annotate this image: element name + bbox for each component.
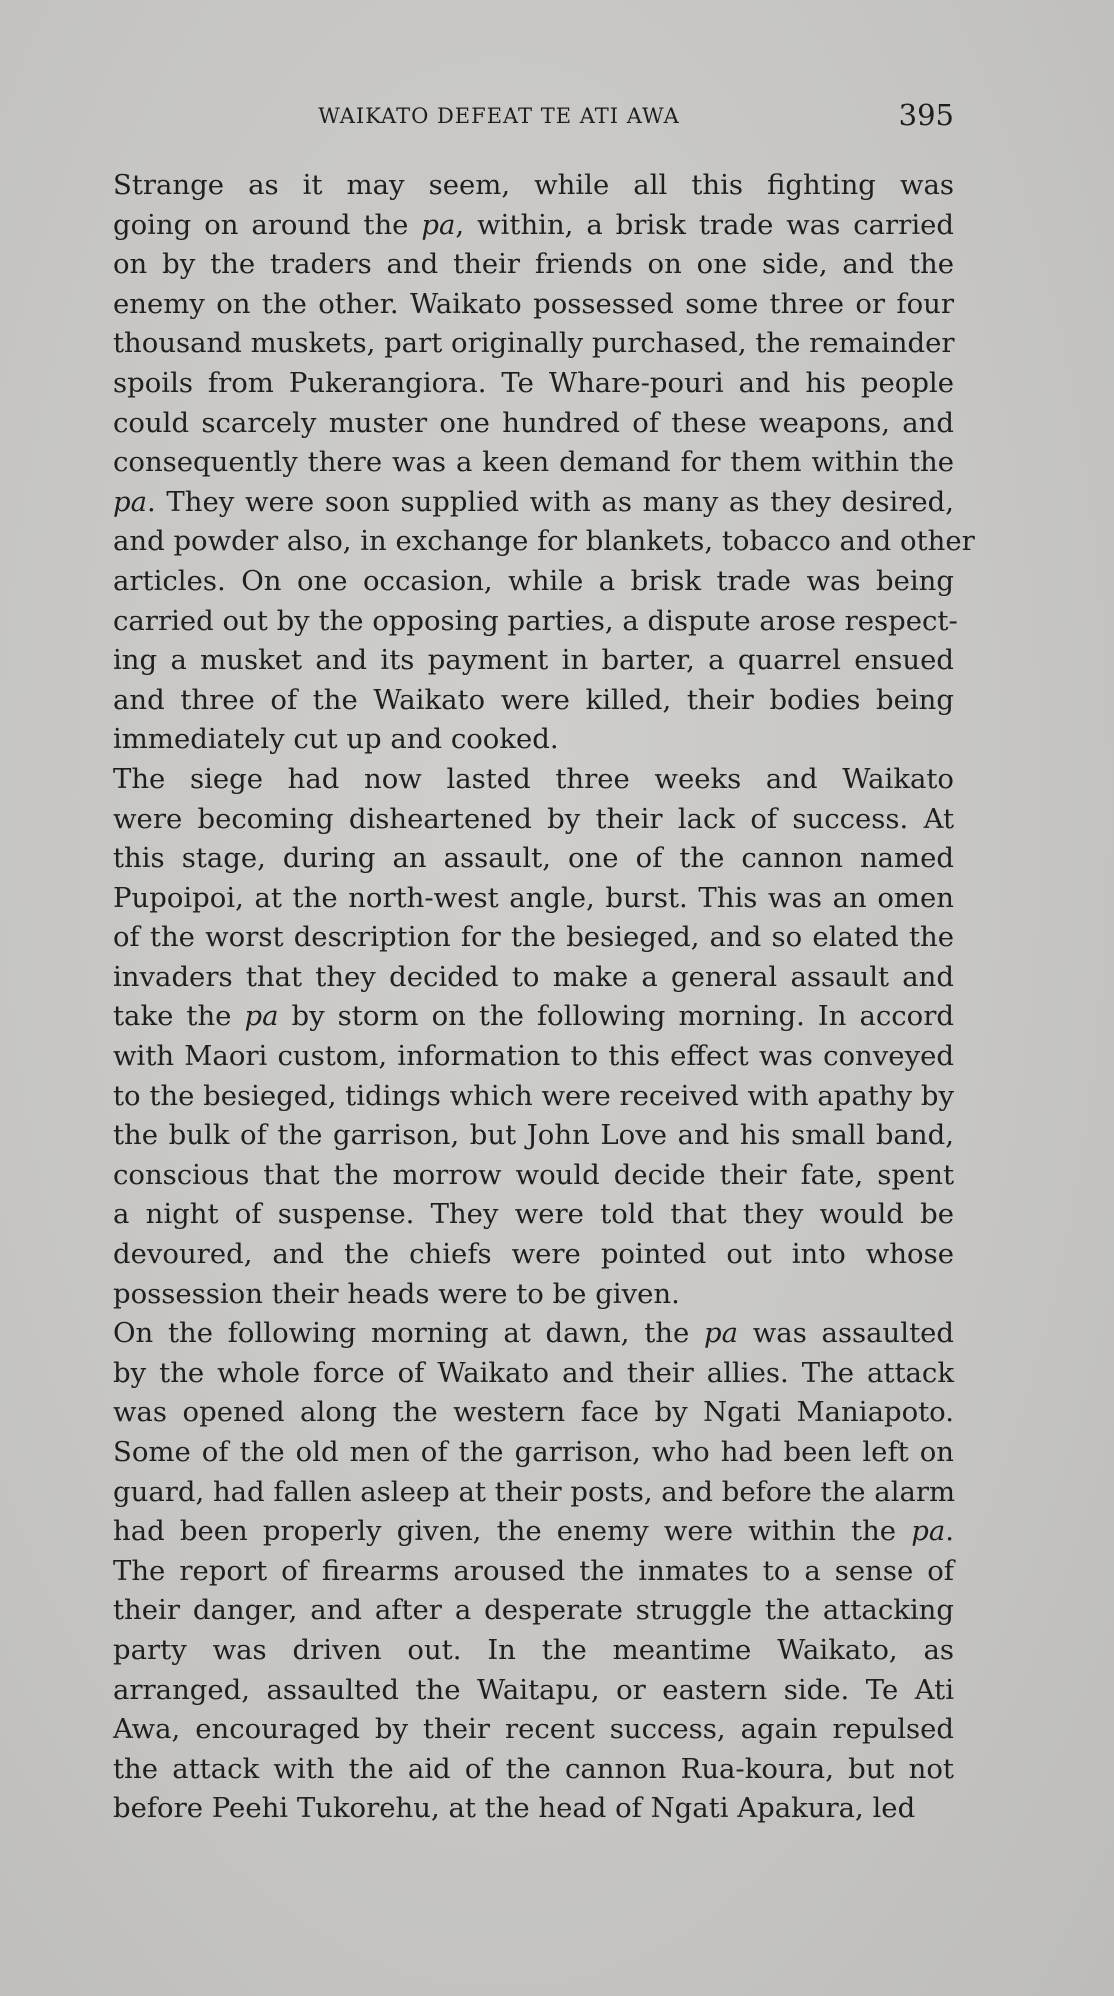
text-run: was opened along the western face by Ngati Maniapoto. xyxy=(113,1396,954,1429)
text-line xyxy=(44,1037,954,1077)
text-run: arranged, assaulted the Waitapu, or eastern side. Te Ati xyxy=(113,1673,954,1706)
text-run: thousand muskets, part originally purchased, the remainder xyxy=(113,327,955,360)
italic-word: pa xyxy=(421,208,456,241)
text-run: were becoming disheartened by their lack of success. At xyxy=(113,802,954,835)
text-run: Pupoipoi, at the north-west angle, burst. This was an omen xyxy=(113,881,954,914)
text-line xyxy=(44,681,954,721)
text-line xyxy=(44,1671,954,1711)
text-line xyxy=(44,562,954,602)
text-line xyxy=(44,918,954,958)
text-run: invaders that they decided to make a general assault and xyxy=(113,960,954,993)
text-run: had been properly given, the enemy were within the xyxy=(113,1515,912,1548)
text-run: . They were soon supplied with as many as they desired, xyxy=(147,485,954,518)
text-line xyxy=(44,404,954,444)
text-run: ing a musket and its payment in barter, a quarrel ensued xyxy=(113,644,954,677)
text-run: their danger, and after a desperate struggle the attacking xyxy=(113,1594,954,1627)
text-line xyxy=(44,522,975,562)
text-line xyxy=(44,800,954,840)
text-run: this stage, during an assault, one of the cannon named xyxy=(113,842,954,875)
paragraph xyxy=(44,1314,954,1829)
italic-word: pa xyxy=(113,485,147,518)
text-line xyxy=(44,443,954,483)
text-line xyxy=(44,1631,954,1671)
text-line xyxy=(44,958,954,998)
text-line xyxy=(44,1789,954,1829)
text-line xyxy=(44,1235,954,1275)
text-line xyxy=(44,1750,954,1790)
text-line xyxy=(44,483,954,523)
text-run: possession their heads were to be given. xyxy=(113,1277,680,1310)
text-line xyxy=(44,1393,954,1433)
text-line xyxy=(44,285,954,325)
text-run: devoured, and the chiefs were pointed out into whose xyxy=(113,1238,954,1271)
text-line xyxy=(44,245,954,285)
text-line xyxy=(44,760,954,800)
text-run: the bulk of the garrison, but John Love and his small band, xyxy=(113,1119,954,1152)
text-run: spoils from Pukerangiora. Te Whare-pouri and his people xyxy=(113,366,954,399)
text-run: could scarcely muster one hundred of these weapons, and xyxy=(113,406,954,439)
text-run: to the besieged, tidings which were received with apathy by xyxy=(113,1079,954,1112)
text-run: , within, a brisk trade was carried xyxy=(455,208,954,241)
text-run: The report of firearms aroused the inmates to a sense of xyxy=(113,1554,954,1587)
text-line xyxy=(44,1433,954,1473)
text-line xyxy=(44,1314,954,1354)
italic-word: pa xyxy=(704,1317,739,1350)
text-run: party was driven out. In the meantime Waikato, as xyxy=(113,1633,954,1666)
text-line xyxy=(44,997,954,1037)
paragraph xyxy=(44,760,954,1314)
text-run: Strange as it may seem, while all this fighting was xyxy=(113,169,954,201)
text-run: conscious that the morrow would decide their fate, spent xyxy=(113,1158,954,1191)
text-run: immediately cut up and cooked. xyxy=(113,723,559,756)
text-run: . xyxy=(945,1515,954,1548)
text-run: on by the traders and their friends on one side, and the xyxy=(113,248,954,281)
text-line xyxy=(44,1552,954,1592)
running-head: WAIKATO DEFEAT TE ATI AWA xyxy=(318,104,680,128)
text-run: by storm on the following morning. In accord xyxy=(278,1000,954,1033)
text-run: was assaulted xyxy=(738,1317,954,1350)
text-line xyxy=(44,879,954,919)
text-run: Awa, encouraged by their recent success, again repulsed xyxy=(113,1713,954,1746)
text-run: On the following morning at dawn, the xyxy=(113,1317,705,1350)
text-line xyxy=(44,166,954,206)
text-line xyxy=(44,720,954,760)
italic-word: pa xyxy=(244,1000,279,1033)
text-run: and three of the Waikato were killed, their bodies being xyxy=(113,683,954,716)
text-line xyxy=(44,1275,954,1315)
text-run: carried out by the opposing parties, a dispute arose respect- xyxy=(113,604,958,637)
text-run: and powder also, in exchange for blankets, tobacco and other xyxy=(113,525,975,558)
text-line xyxy=(44,1156,954,1196)
text-run: going on around the xyxy=(113,208,422,241)
text-run: The siege had now lasted three weeks and Waikato xyxy=(113,762,954,795)
text-run: by the whole force of Waikato and their allies. The attack xyxy=(113,1356,954,1389)
text-line xyxy=(44,1195,954,1235)
text-line xyxy=(44,602,958,642)
page-header xyxy=(44,98,954,134)
text-run: take the xyxy=(113,1000,245,1033)
text-line xyxy=(44,206,954,246)
text-line xyxy=(44,1591,954,1631)
text-line xyxy=(44,324,954,364)
text-line xyxy=(44,641,954,681)
text-line xyxy=(44,839,954,879)
body-text xyxy=(44,166,975,1829)
page-number: 395 xyxy=(898,98,954,132)
text-run: articles. On one occasion, while a brisk trade was being xyxy=(113,564,954,597)
text-line xyxy=(44,364,954,404)
text-line xyxy=(44,1512,954,1552)
text-line xyxy=(44,1116,954,1156)
text-run: before Peehi Tukorehu, at the head of Ngati Apakura, led xyxy=(113,1792,916,1825)
text-run: consequently there was a keen demand for them within the xyxy=(113,446,954,479)
paragraph xyxy=(44,166,975,760)
text-line xyxy=(44,1473,954,1513)
text-run: guard, had fallen asleep at their posts, and before the alarm xyxy=(113,1475,956,1508)
text-run: with Maori custom, information to this effect was conveyed xyxy=(113,1040,954,1073)
text-line xyxy=(44,1354,954,1394)
text-line xyxy=(44,1710,954,1750)
text-line xyxy=(44,1077,954,1117)
text-run: a night of suspense. They were told that they would be xyxy=(113,1198,954,1231)
text-run: the attack with the aid of the cannon Rua-koura, but not xyxy=(113,1752,954,1785)
text-run: of the worst description for the besieged, and so elated the xyxy=(113,921,954,954)
italic-word: pa xyxy=(911,1515,946,1548)
text-run: Some of the old men of the garrison, who had been left on xyxy=(113,1436,954,1468)
text-run: enemy on the other. Waikato possessed some three or four xyxy=(113,287,954,320)
